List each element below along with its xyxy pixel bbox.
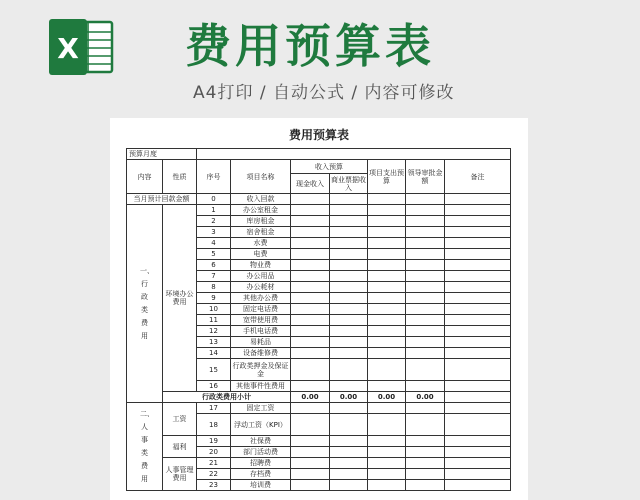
row-item-name: 部门活动费: [231, 447, 291, 458]
cell[interactable]: [445, 194, 511, 205]
row-seq: 22: [197, 469, 231, 480]
cell[interactable]: [406, 271, 445, 282]
row-seq: 3: [197, 227, 231, 238]
row-seq: 12: [197, 326, 231, 337]
cell[interactable]: [445, 216, 511, 227]
cell[interactable]: [330, 359, 368, 381]
logo-letter: X: [57, 32, 79, 65]
row-item-name: 其他办公费: [231, 293, 291, 304]
row-item-name: 物业费: [231, 260, 291, 271]
cell[interactable]: [406, 304, 445, 315]
category2-label: [127, 403, 163, 491]
cell[interactable]: [291, 194, 330, 205]
row-item-name: 办公室租金: [231, 205, 291, 216]
row-item-name: 行政类押金及保证金: [231, 359, 291, 381]
cell[interactable]: [445, 458, 511, 469]
cell[interactable]: [368, 304, 406, 315]
cell[interactable]: [330, 304, 368, 315]
cell[interactable]: [368, 216, 406, 227]
cell[interactable]: [406, 480, 445, 491]
category2-nature: 人事管理费用: [163, 458, 197, 491]
cell[interactable]: [330, 458, 368, 469]
row-seq: 17: [197, 403, 231, 414]
cell[interactable]: [368, 249, 406, 260]
cell[interactable]: [330, 414, 368, 436]
cell[interactable]: [291, 249, 330, 260]
row-seq: 7: [197, 271, 231, 282]
cell[interactable]: [368, 458, 406, 469]
category1-label: [127, 205, 163, 403]
cell[interactable]: [368, 447, 406, 458]
cell[interactable]: [291, 436, 330, 447]
cell[interactable]: [445, 260, 511, 271]
cell[interactable]: [368, 348, 406, 359]
row-seq: 1: [197, 205, 231, 216]
cell[interactable]: [445, 337, 511, 348]
row-seq: 11: [197, 315, 231, 326]
cell[interactable]: [330, 238, 368, 249]
cell[interactable]: [368, 282, 406, 293]
cell[interactable]: [291, 326, 330, 337]
cell[interactable]: [291, 403, 330, 414]
cell[interactable]: [406, 205, 445, 216]
row-seq: 2: [197, 216, 231, 227]
cell[interactable]: [291, 348, 330, 359]
cell[interactable]: [406, 260, 445, 271]
cell[interactable]: [406, 326, 445, 337]
header-income-budget: 收入预算: [291, 160, 368, 174]
cell[interactable]: [330, 326, 368, 337]
row-item-name: 存档费: [231, 469, 291, 480]
table-row: [127, 458, 511, 469]
budget-month-label: 预算月度: [127, 149, 197, 160]
cell[interactable]: [291, 293, 330, 304]
subtotal-value: 0.00: [406, 392, 445, 403]
cell[interactable]: [330, 293, 368, 304]
cell[interactable]: [406, 238, 445, 249]
row-seq: 4: [197, 238, 231, 249]
spreadsheet-preview: [110, 118, 528, 500]
cell[interactable]: [368, 403, 406, 414]
budget-month-value[interactable]: [197, 149, 511, 160]
banner: [0, 0, 640, 118]
header-cash-income: 现金收入: [291, 174, 330, 194]
recovery-seq: 0: [197, 194, 231, 205]
recovery-name: 收入回款: [231, 194, 291, 205]
cell[interactable]: [291, 381, 330, 392]
budget-table: [126, 148, 511, 491]
cell[interactable]: [406, 282, 445, 293]
cell[interactable]: [291, 260, 330, 271]
row-item-name: 设备维修费: [231, 348, 291, 359]
row-item-name: 其他事件性费用: [231, 381, 291, 392]
cell[interactable]: [445, 447, 511, 458]
cell[interactable]: [330, 227, 368, 238]
cell[interactable]: [445, 469, 511, 480]
cell[interactable]: [291, 227, 330, 238]
cell[interactable]: [445, 293, 511, 304]
cell[interactable]: [291, 216, 330, 227]
cell[interactable]: [330, 403, 368, 414]
category2-label-text: 二、人事类费用: [140, 409, 154, 483]
cell[interactable]: [406, 249, 445, 260]
row-item-name: 固定工资: [231, 403, 291, 414]
subtotal-value: 0.00: [330, 392, 368, 403]
cell[interactable]: [291, 315, 330, 326]
cell[interactable]: [445, 436, 511, 447]
cell[interactable]: [368, 326, 406, 337]
row-seq: 23: [197, 480, 231, 491]
row-item-name: 电费: [231, 249, 291, 260]
cell[interactable]: [406, 293, 445, 304]
cell[interactable]: [406, 216, 445, 227]
cell[interactable]: [368, 469, 406, 480]
cell[interactable]: [291, 359, 330, 381]
row-seq: 6: [197, 260, 231, 271]
cell[interactable]: [291, 480, 330, 491]
row-item-name: 宽带使用费: [231, 315, 291, 326]
header-project-budget: 项目支出预算: [368, 160, 406, 194]
row-item-name: 库房租金: [231, 216, 291, 227]
row-item-name: 宿舍租金: [231, 227, 291, 238]
header-leader-approved: 领导审批金额: [406, 160, 445, 194]
cell[interactable]: [330, 271, 368, 282]
cell[interactable]: [445, 403, 511, 414]
row-seq: 18: [197, 414, 231, 436]
row-item-name: 手机电话费: [231, 326, 291, 337]
row-seq: 15: [197, 359, 231, 381]
cell[interactable]: [406, 381, 445, 392]
row-seq: 8: [197, 282, 231, 293]
row-seq: 13: [197, 337, 231, 348]
header-content: 内容: [127, 160, 163, 194]
sheet-title: 费用预算表: [288, 128, 349, 142]
cell[interactable]: [368, 194, 406, 205]
header-remarks: 备注: [445, 160, 511, 194]
category2-nature: 福利: [163, 436, 197, 458]
row-item-name: 浮动工资（KPI）: [231, 414, 291, 436]
cell[interactable]: [368, 359, 406, 381]
row-item-name: 招聘费: [231, 458, 291, 469]
cell[interactable]: [406, 414, 445, 436]
cell[interactable]: [445, 205, 511, 216]
header-nature: 性质: [163, 160, 197, 194]
cell[interactable]: [445, 227, 511, 238]
cell[interactable]: [406, 337, 445, 348]
cell[interactable]: [406, 194, 445, 205]
subtotal-label: 行政类费用小计: [163, 392, 291, 403]
cell[interactable]: [368, 414, 406, 436]
cell[interactable]: [368, 227, 406, 238]
row-seq: 20: [197, 447, 231, 458]
cell[interactable]: [445, 326, 511, 337]
cell[interactable]: [330, 447, 368, 458]
cell[interactable]: [291, 337, 330, 348]
cell[interactable]: [330, 282, 368, 293]
cell[interactable]: [291, 205, 330, 216]
cell[interactable]: [406, 436, 445, 447]
header-item-name: 项目名称: [231, 160, 291, 194]
cell[interactable]: [330, 469, 368, 480]
cell[interactable]: [445, 315, 511, 326]
row-item-name: 办公用品: [231, 271, 291, 282]
cell[interactable]: [291, 414, 330, 436]
cell[interactable]: [406, 227, 445, 238]
cell[interactable]: [445, 348, 511, 359]
cell[interactable]: [330, 194, 368, 205]
recovery-row: [127, 194, 511, 205]
row-seq: 21: [197, 458, 231, 469]
cell[interactable]: [330, 260, 368, 271]
table-row: [127, 436, 511, 447]
cell[interactable]: [368, 271, 406, 282]
recovery-label: 当月预计回款金额: [127, 194, 197, 205]
cell[interactable]: [291, 469, 330, 480]
cell[interactable]: [291, 282, 330, 293]
row-item-name: 易耗品: [231, 337, 291, 348]
cell[interactable]: [368, 260, 406, 271]
cell[interactable]: [330, 216, 368, 227]
header-commercial-bill: 商业票据收入: [331, 175, 366, 192]
header-seq: 序号: [197, 160, 231, 194]
cell[interactable]: [445, 359, 511, 381]
category2-nature: 工资: [163, 403, 197, 436]
cell[interactable]: [291, 447, 330, 458]
cell[interactable]: [406, 348, 445, 359]
row-item-name: 社保费: [231, 436, 291, 447]
cell[interactable]: [291, 271, 330, 282]
table-row: [127, 205, 511, 216]
cell[interactable]: [406, 315, 445, 326]
cell[interactable]: [445, 271, 511, 282]
cell[interactable]: [291, 238, 330, 249]
cell[interactable]: [330, 249, 368, 260]
cell[interactable]: [368, 205, 406, 216]
cell[interactable]: [330, 480, 368, 491]
subtotal-value: 0.00: [368, 392, 406, 403]
banner-subtitle: A4打印 / 自动公式 / 内容可修改: [193, 83, 455, 103]
row-item-name: 水费: [231, 238, 291, 249]
cell[interactable]: [445, 238, 511, 249]
subtotal-row: [127, 392, 511, 403]
cell[interactable]: [368, 337, 406, 348]
cell[interactable]: [445, 392, 511, 403]
category1-nature: 环境办公费用: [163, 205, 197, 392]
cell[interactable]: [330, 205, 368, 216]
category1-label-text: 一、行政类费用: [140, 266, 154, 340]
cell[interactable]: [445, 304, 511, 315]
cell[interactable]: [445, 480, 511, 491]
cell[interactable]: [406, 403, 445, 414]
cell[interactable]: [368, 381, 406, 392]
cell[interactable]: [445, 282, 511, 293]
row-item-name: 培训费: [231, 480, 291, 491]
cell[interactable]: [330, 315, 368, 326]
excel-logo-icon: [48, 19, 114, 75]
cell[interactable]: [445, 249, 511, 260]
cell[interactable]: [291, 304, 330, 315]
cell[interactable]: [445, 414, 511, 436]
row-item-name: 固定电话费: [231, 304, 291, 315]
cell[interactable]: [368, 238, 406, 249]
cell[interactable]: [330, 381, 368, 392]
row-seq: 9: [197, 293, 231, 304]
row-seq: 10: [197, 304, 231, 315]
cell[interactable]: [406, 447, 445, 458]
cell[interactable]: [406, 458, 445, 469]
row-item-name: 办公耗材: [231, 282, 291, 293]
banner-title: 费用预算表: [185, 19, 435, 73]
row-seq: 19: [197, 436, 231, 447]
cell[interactable]: [368, 480, 406, 491]
cell[interactable]: [330, 337, 368, 348]
subtotal-value: 0.00: [291, 392, 330, 403]
row-seq: 14: [197, 348, 231, 359]
row-seq: 5: [197, 249, 231, 260]
cell[interactable]: [368, 315, 406, 326]
cell[interactable]: [368, 293, 406, 304]
cell[interactable]: [291, 458, 330, 469]
row-seq: 16: [197, 381, 231, 392]
cell[interactable]: [406, 469, 445, 480]
cell[interactable]: [406, 359, 445, 381]
table-row: [127, 403, 511, 414]
cell[interactable]: [368, 436, 406, 447]
cell[interactable]: [330, 436, 368, 447]
cell[interactable]: [330, 348, 368, 359]
cell[interactable]: [445, 381, 511, 392]
